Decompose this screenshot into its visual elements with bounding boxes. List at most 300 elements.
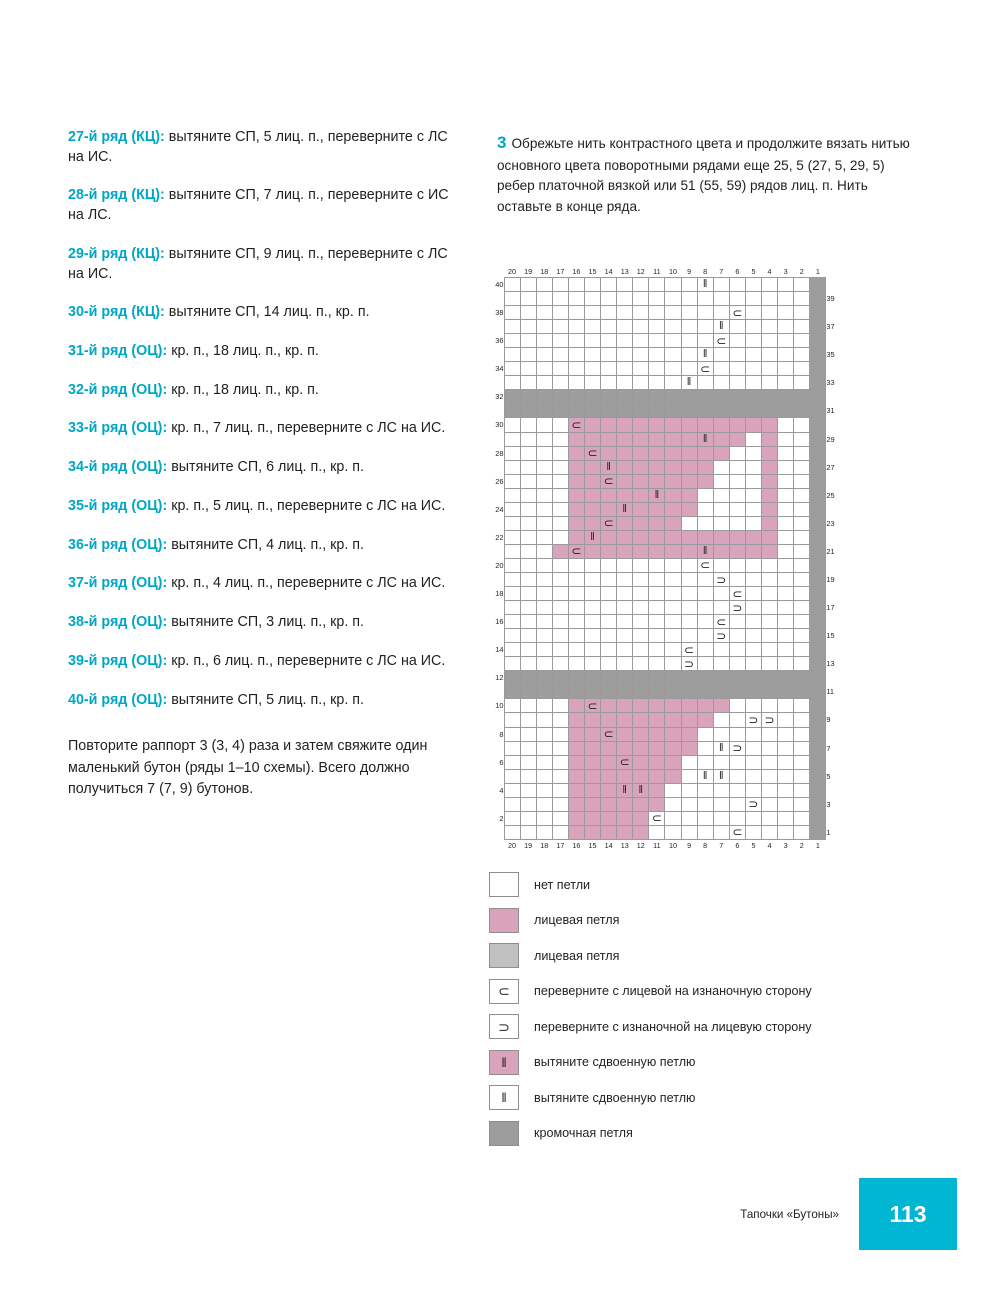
chart-cell	[633, 769, 649, 783]
chart-cell	[762, 783, 778, 797]
chart-cell	[617, 292, 633, 306]
chart-cell	[778, 390, 794, 404]
chart-cell	[552, 306, 568, 320]
chart-row-number-right: 1	[826, 827, 831, 837]
chart-cell	[649, 278, 665, 292]
legend-swatch-icon	[489, 1014, 519, 1039]
chart-cell	[536, 601, 552, 615]
instruction-row-text: кр. п., 4 лиц. п., переверните с ЛС на ИС.	[167, 575, 446, 592]
chart-row-number-left	[487, 348, 504, 362]
chart-cell	[649, 727, 665, 741]
step-text: Обрежьте нить контрастного цвета и продолжите вязать нитью основного цвета поворотными рядами еще 25, 5 (27, 5, 29, 5) ребер платочной вязкой или 51 (55, 59) рядов лиц. п. Нить оставьте в конце ряда.	[497, 136, 910, 215]
chart-cell	[745, 404, 761, 418]
chart-cell	[713, 334, 729, 348]
chart-cell	[697, 334, 713, 348]
chart-row-number-right	[826, 643, 843, 657]
chart-row-number-right: 7	[826, 743, 831, 753]
chart-cell	[552, 825, 568, 839]
chart-cell	[633, 797, 649, 811]
chart-cell	[697, 488, 713, 502]
chart-cell	[713, 460, 729, 474]
chart-cell	[584, 587, 600, 601]
chart-cell	[762, 572, 778, 586]
instruction-row-label: 38-й ряд (ОЦ):	[68, 614, 168, 631]
chart-cell	[810, 699, 826, 713]
chart-cell	[745, 769, 761, 783]
chart-cell	[649, 797, 665, 811]
chart-cell	[520, 587, 536, 601]
chart-cell	[649, 671, 665, 685]
chart-col-number: 8	[703, 266, 708, 276]
chart-cell	[584, 811, 600, 825]
chart-cell	[697, 615, 713, 629]
chart-cell	[504, 741, 520, 755]
chart-row-number-right	[826, 558, 843, 572]
chart-cell	[810, 601, 826, 615]
chart-row	[487, 530, 843, 544]
chart-cell	[568, 587, 584, 601]
double-stitch-icon: ‖	[501, 1054, 507, 1070]
chart-cell	[520, 783, 536, 797]
chart-cell	[649, 643, 665, 657]
chart-cell	[649, 783, 665, 797]
turn-work-icon	[569, 418, 584, 431]
chart-cell	[584, 376, 600, 390]
chart-cell	[504, 558, 520, 572]
chart-cell	[649, 629, 665, 643]
chart-cell	[601, 615, 617, 629]
turn-work-icon	[682, 657, 697, 670]
chart-cell	[681, 558, 697, 572]
chart-row-number-right: 29	[826, 434, 835, 444]
chart-cell	[713, 783, 729, 797]
chart-cell	[681, 306, 697, 320]
chart-cell	[649, 488, 665, 502]
chart-cell	[584, 334, 600, 348]
chart-cell	[504, 446, 520, 460]
chart-cell	[601, 558, 617, 572]
chart-cell	[633, 418, 649, 432]
chart-cell	[810, 502, 826, 516]
chart-cell	[504, 755, 520, 769]
chart-cell	[520, 615, 536, 629]
chart-cell	[568, 502, 584, 516]
chart-cell	[520, 502, 536, 516]
chart-cell	[778, 713, 794, 727]
chart-cell	[649, 502, 665, 516]
chart-cell	[568, 769, 584, 783]
chart-row	[487, 446, 843, 460]
chart-cell	[794, 558, 810, 572]
chart-row	[487, 755, 843, 769]
chart-cell	[617, 502, 633, 516]
chart-cell	[713, 502, 729, 516]
chart-cell	[584, 306, 600, 320]
footer-caption: Тапочки «Бутоны»	[740, 1208, 839, 1221]
chart-col-number: 6	[735, 841, 740, 851]
chart-cell	[697, 404, 713, 418]
chart-cell	[617, 643, 633, 657]
chart-cell	[617, 755, 633, 769]
chart-cell	[810, 460, 826, 474]
chart-cell	[536, 769, 552, 783]
chart-col-number: 2	[799, 841, 804, 851]
chart-cell	[762, 334, 778, 348]
chart-cell	[681, 334, 697, 348]
chart-cell	[601, 516, 617, 530]
chart-cell	[568, 362, 584, 376]
chart-cell	[504, 643, 520, 657]
chart-cell	[601, 460, 617, 474]
chart-row	[487, 741, 843, 755]
chart-cell	[504, 432, 520, 446]
chart-row-number-left	[487, 797, 504, 811]
chart-col-number: 8	[703, 841, 708, 851]
chart-cell	[745, 558, 761, 572]
chart-row-number-left: 2	[499, 813, 504, 823]
chart-cell	[762, 390, 778, 404]
chart-cell	[762, 769, 778, 783]
chart-cell	[729, 544, 745, 558]
chart-cell	[633, 516, 649, 530]
chart-cell	[601, 376, 617, 390]
chart-cell	[601, 699, 617, 713]
turn-work-icon	[730, 306, 745, 319]
chart-col-number: 14	[604, 841, 613, 851]
chart-row-number-left: 36	[495, 336, 504, 346]
instruction-row	[68, 186, 458, 225]
chart-cell	[568, 530, 584, 544]
instruction-row	[68, 652, 458, 672]
chart-cell	[552, 446, 568, 460]
chart-cell	[665, 769, 681, 783]
chart-cell	[536, 348, 552, 362]
chart-col-number: 18	[540, 266, 549, 276]
legend-item	[489, 1121, 919, 1146]
chart-cell	[697, 502, 713, 516]
chart-col-number: 7	[719, 266, 724, 276]
chart-cell	[794, 769, 810, 783]
chart-cell	[584, 615, 600, 629]
chart-cell	[504, 727, 520, 741]
chart-cell	[729, 334, 745, 348]
chart-cell	[762, 376, 778, 390]
chart-cell	[552, 811, 568, 825]
chart-cell	[729, 432, 745, 446]
chart-row	[487, 587, 843, 601]
chart-col-number: 5	[751, 841, 756, 851]
chart-cell	[520, 376, 536, 390]
chart-cell	[536, 657, 552, 671]
chart-cell	[552, 362, 568, 376]
chart-cell	[713, 572, 729, 586]
chart-cell	[745, 474, 761, 488]
instruction-row-label: 33-й ряд (ОЦ):	[68, 420, 168, 437]
chart-cell	[584, 755, 600, 769]
chart-cell	[520, 727, 536, 741]
chart-cell	[665, 572, 681, 586]
chart-cell	[649, 558, 665, 572]
legend-swatch-icon	[489, 1050, 519, 1075]
chart-cell	[536, 362, 552, 376]
chart-col-number: 18	[540, 841, 549, 851]
chart-cell	[778, 797, 794, 811]
chart-cell	[568, 488, 584, 502]
chart-col-number: 13	[620, 266, 629, 276]
chart-cell	[681, 432, 697, 446]
chart-cell	[697, 460, 713, 474]
turn-work-icon	[585, 447, 600, 460]
chart-cell	[601, 292, 617, 306]
chart-cell	[504, 362, 520, 376]
chart-cell	[745, 460, 761, 474]
chart-cell	[778, 460, 794, 474]
chart-cell	[713, 643, 729, 657]
chart-cell	[633, 488, 649, 502]
chart-cell	[552, 544, 568, 558]
chart-cell	[584, 390, 600, 404]
chart-cell	[601, 404, 617, 418]
chart-cell	[633, 334, 649, 348]
chart-cell	[552, 390, 568, 404]
chart-cell	[536, 572, 552, 586]
chart-cell	[568, 474, 584, 488]
chart-cell	[536, 390, 552, 404]
chart-col-number: 19	[524, 266, 533, 276]
chart-cell	[729, 615, 745, 629]
chart-cell	[601, 418, 617, 432]
instruction-row	[68, 342, 458, 362]
chart-cell	[762, 418, 778, 432]
double-stitch-icon	[714, 742, 729, 755]
chart-cell	[778, 643, 794, 657]
chart-cell	[520, 643, 536, 657]
chart-cell	[584, 488, 600, 502]
chart-row-number-right: 31	[826, 406, 835, 416]
instruction-row-label: 39-й ряд (ОЦ):	[68, 652, 168, 669]
chart-cell	[729, 418, 745, 432]
chart-cell	[794, 671, 810, 685]
chart-cell	[745, 811, 761, 825]
chart-cell	[794, 292, 810, 306]
chart-cell	[794, 488, 810, 502]
chart-cell	[649, 657, 665, 671]
chart-cell	[536, 797, 552, 811]
chart-cell	[794, 811, 810, 825]
chart-row-number-right	[826, 727, 843, 741]
chart-cell	[584, 292, 600, 306]
chart-cell	[520, 362, 536, 376]
chart-cell	[633, 306, 649, 320]
turn-work-icon: ⊂	[498, 983, 510, 999]
chart-cell	[617, 446, 633, 460]
chart-row-number-left: 28	[495, 448, 504, 458]
legend-item	[489, 1050, 919, 1075]
chart-cell	[504, 657, 520, 671]
chart-column-header-bottom	[487, 839, 843, 852]
chart-cell	[633, 685, 649, 699]
chart-cell	[520, 306, 536, 320]
chart-cell	[810, 558, 826, 572]
chart-cell	[665, 727, 681, 741]
chart-cell	[713, 727, 729, 741]
chart-cell	[504, 502, 520, 516]
chart-row-number-right: 3	[826, 799, 831, 809]
legend-label: лицевая петля	[534, 913, 620, 927]
chart-cell	[552, 615, 568, 629]
turn-work-icon	[714, 615, 729, 628]
chart-cell	[633, 741, 649, 755]
chart-cell	[568, 334, 584, 348]
chart-cell	[633, 348, 649, 362]
turn-work-icon	[714, 573, 729, 586]
instruction-row-label: 32-й ряд (ОЦ):	[68, 381, 168, 398]
instruction-row-text: вытяните СП, 4 лиц. п., кр. п.	[167, 536, 364, 553]
chart-cell	[681, 685, 697, 699]
chart-cell	[810, 572, 826, 586]
chart-cell	[617, 488, 633, 502]
chart-cell	[745, 755, 761, 769]
chart-cell	[810, 348, 826, 362]
chart-cell	[713, 713, 729, 727]
chart-cell	[504, 685, 520, 699]
instruction-row	[68, 691, 458, 711]
chart-cell	[536, 474, 552, 488]
chart-cell	[810, 643, 826, 657]
chart-col-number: 20	[508, 841, 517, 851]
chart-cell	[617, 558, 633, 572]
chart-cell	[601, 643, 617, 657]
chart-cell	[713, 671, 729, 685]
chart-cell	[762, 755, 778, 769]
instruction-list	[68, 128, 458, 801]
chart-cell	[568, 783, 584, 797]
chart-cell	[504, 587, 520, 601]
chart-cell	[697, 348, 713, 362]
chart-cell	[778, 348, 794, 362]
chart-cell	[713, 418, 729, 432]
chart-cell	[649, 587, 665, 601]
chart-cell	[697, 587, 713, 601]
chart-cell	[536, 488, 552, 502]
chart-cell	[568, 713, 584, 727]
chart-cell	[810, 755, 826, 769]
chart-cell	[649, 699, 665, 713]
chart-row	[487, 390, 843, 404]
chart-row-number-left: 30	[495, 420, 504, 430]
chart-cell	[729, 685, 745, 699]
instruction-row-label: 35-й ряд (ОЦ):	[68, 497, 168, 514]
chart-cell	[681, 530, 697, 544]
chart-cell	[778, 446, 794, 460]
chart-col-number: 17	[556, 266, 565, 276]
chart-cell	[552, 755, 568, 769]
chart-cell	[552, 657, 568, 671]
chart-cell	[729, 727, 745, 741]
chart-cell	[729, 699, 745, 713]
chart-cell	[745, 699, 761, 713]
chart-cell	[681, 320, 697, 334]
chart-cell	[794, 572, 810, 586]
instruction-row-label: 36-й ряд (ОЦ):	[68, 536, 168, 553]
chart-cell	[536, 811, 552, 825]
chart-cell	[649, 390, 665, 404]
chart-cell	[601, 278, 617, 292]
chart-cell	[520, 432, 536, 446]
chart-cell	[649, 432, 665, 446]
chart-row	[487, 699, 843, 713]
chart-cell	[697, 432, 713, 446]
chart-cell	[713, 544, 729, 558]
chart-cell	[794, 418, 810, 432]
chart-cell	[729, 292, 745, 306]
chart-cell	[681, 418, 697, 432]
chart-cell	[745, 390, 761, 404]
chart-cell	[665, 811, 681, 825]
chart-cell	[665, 699, 681, 713]
chart-cell	[504, 699, 520, 713]
chart-row-number-left	[487, 488, 504, 502]
chart-cell	[536, 727, 552, 741]
chart-cell	[794, 713, 810, 727]
chart-row-number-left	[487, 432, 504, 446]
chart-row-number-right: 39	[826, 294, 835, 304]
chart-cell	[697, 755, 713, 769]
chart-cell	[617, 587, 633, 601]
legend-item	[489, 872, 919, 897]
chart-cell	[745, 544, 761, 558]
chart-cell	[665, 741, 681, 755]
chart-cell	[810, 404, 826, 418]
chart-cell	[504, 601, 520, 615]
chart-cell	[568, 516, 584, 530]
chart-row-number-right: 23	[826, 518, 835, 528]
chart-row	[487, 797, 843, 811]
chart-cell	[617, 769, 633, 783]
chart-cell	[778, 418, 794, 432]
chart-row	[487, 558, 843, 572]
chart-row-number-left: 24	[495, 504, 504, 514]
chart-cell	[729, 460, 745, 474]
chart-cell	[504, 474, 520, 488]
chart-cell	[697, 572, 713, 586]
chart-cell	[520, 390, 536, 404]
chart-cell	[552, 432, 568, 446]
chart-cell	[504, 516, 520, 530]
chart-cell	[617, 825, 633, 839]
chart-cell	[633, 432, 649, 446]
chart-cell	[729, 278, 745, 292]
instruction-row-text: кр. п., 6 лиц. п., переверните с ЛС на ИС.	[167, 652, 446, 669]
chart-cell	[794, 516, 810, 530]
chart-cell	[504, 460, 520, 474]
chart-cell	[745, 825, 761, 839]
chart-cell	[568, 306, 584, 320]
chart-cell	[778, 727, 794, 741]
chart-cell	[649, 446, 665, 460]
legend-swatch-icon	[489, 1085, 519, 1110]
chart-cell	[601, 629, 617, 643]
chart-cell	[778, 783, 794, 797]
chart-cell	[665, 657, 681, 671]
chart-col-number: 9	[687, 841, 692, 851]
chart-cell	[536, 643, 552, 657]
chart-row	[487, 348, 843, 362]
chart-cell	[504, 811, 520, 825]
chart-cell	[794, 404, 810, 418]
chart-cell	[794, 530, 810, 544]
chart-cell	[520, 558, 536, 572]
